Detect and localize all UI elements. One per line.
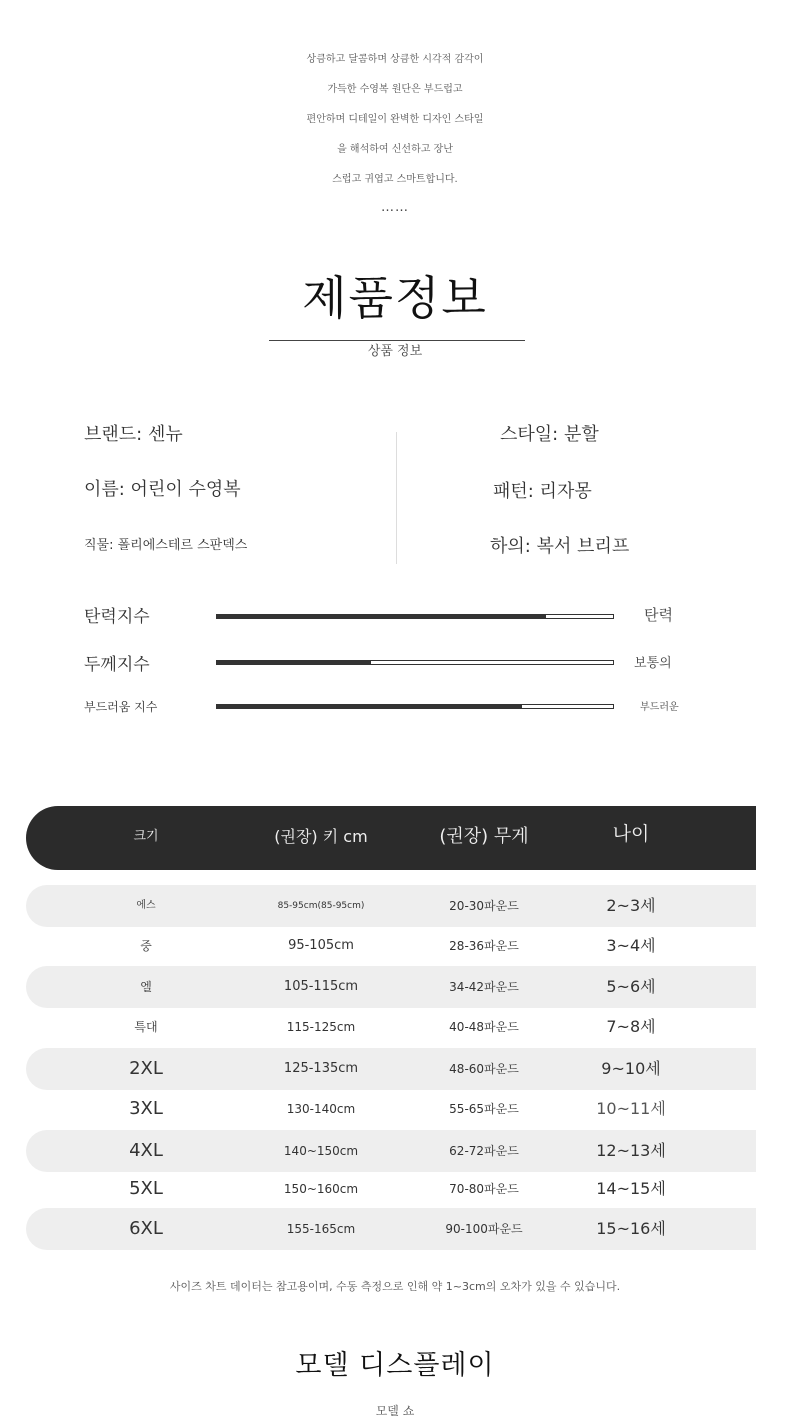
header-height: (권장) 키 cm [274,827,368,846]
table-row [26,1130,756,1172]
size-cell: 중 [140,939,152,953]
size-chart-note: 사이즈 차트 데이터는 참고용이며, 수동 측정으로 인해 약 1~3cm의 오차가 있을 수 있습니다. [169,1280,621,1293]
softness-index-label: 부드러움 지수 [84,700,158,714]
header-weight: (권장) 무게 [439,826,529,847]
weight-cell: 55-65파운드 [449,1102,519,1116]
age-cell: 2~3세 [606,896,656,915]
height-cell: 125-135cm [283,1061,359,1076]
intro-text [0,50,790,216]
age-cell: 3~4세 [606,936,656,955]
age-cell: 10~11세 [596,1099,666,1118]
weight-cell: 70-80파운드 [449,1182,519,1196]
age-cell: 15~16세 [596,1219,666,1238]
age-cell: 14~15세 [596,1179,666,1198]
size-cell: 6XL [129,1218,163,1239]
table-row [26,966,756,1008]
height-cell: 150~160cm [283,1182,359,1196]
elasticity-bar [216,614,614,619]
intro-ellipsis: …… [381,200,409,215]
size-cell: 에스 [136,900,156,911]
elasticity-end-label: 탄력 [644,606,673,624]
spec-fabric: 직물: 폴리에스테르 스판덱스 [84,538,248,553]
height-cell: 105-115cm [283,979,359,994]
spec-pattern: 패턴: 리자몽 [493,481,592,502]
size-cell: 특대 [134,1020,158,1034]
elasticity-bar-fill [217,615,546,618]
weight-cell: 62-72파운드 [449,1144,519,1158]
height-cell: 115-125cm [286,1020,356,1034]
size-cell: 5XL [129,1178,163,1199]
softness-bar [216,704,614,709]
thickness-bar-fill [217,661,371,664]
weight-cell: 34-42파운드 [449,980,519,994]
size-cell: 엘 [140,980,152,994]
thickness-index-label: 두께지수 [84,655,150,675]
thickness-end-label: 보통의 [634,656,672,671]
elasticity-index-label: 탄력지수 [84,607,150,627]
thickness-bar [216,660,614,665]
softness-bar-fill [217,705,522,708]
table-row [26,1208,756,1250]
product-info-title: 제품정보 [302,271,488,325]
weight-cell: 20-30파운드 [449,899,519,913]
spec-divider [396,432,397,564]
table-row [26,885,756,927]
height-cell: 155-165cm [286,1222,356,1236]
age-cell: 12~13세 [596,1141,666,1160]
age-cell: 7~8세 [606,1017,656,1036]
model-display-subtitle: 모델 쇼 [375,1404,415,1418]
size-table-header [26,806,756,870]
height-cell: 95-105cm [288,938,354,953]
weight-cell: 90-100파운드 [445,1222,523,1236]
spec-brand: 브랜드: 센뉴 [84,424,183,445]
intro-line: 을 해석하여 신선하고 장난 [337,144,453,155]
spec-style: 스타일: 분할 [500,424,599,445]
weight-cell: 48-60파운드 [449,1062,519,1076]
height-cell: 140~150cm [283,1144,359,1158]
spec-bottom: 하의: 복서 브리프 [490,536,630,557]
age-cell: 9~10세 [601,1059,661,1078]
size-cell: 3XL [129,1098,163,1119]
table-row [26,1088,756,1130]
table-row [26,1006,756,1048]
product-info-subtitle: 상품 정보 [367,344,423,359]
intro-line: 스럽고 귀엽고 스마트합니다. [332,174,458,185]
age-cell: 5~6세 [606,977,656,996]
table-row [26,1048,756,1090]
height-cell: 130-140cm [286,1102,356,1116]
table-row [26,1168,756,1210]
table-row [26,925,756,967]
intro-line: 상큼하고 달콤하며 상큼한 시각적 감각이 [306,54,484,65]
size-cell: 2XL [129,1058,163,1079]
weight-cell: 28-36파운드 [449,939,519,953]
header-size: 크기 [133,829,159,844]
spec-name: 이름: 어린이 수영복 [84,479,241,500]
model-display-title: 모델 디스플레이 [295,1350,495,1381]
intro-line: 가득한 수영복 원단은 부드럽고 [327,84,463,95]
weight-cell: 40-48파운드 [449,1020,519,1034]
intro-line: 편안하며 디테일이 완벽한 디자인 스타일 [306,114,484,125]
height-cell: 85-95cm(85-95cm) [277,901,365,911]
size-cell: 4XL [129,1140,163,1161]
header-age: 나이 [612,823,650,845]
softness-end-label: 부드러운 [640,702,679,713]
